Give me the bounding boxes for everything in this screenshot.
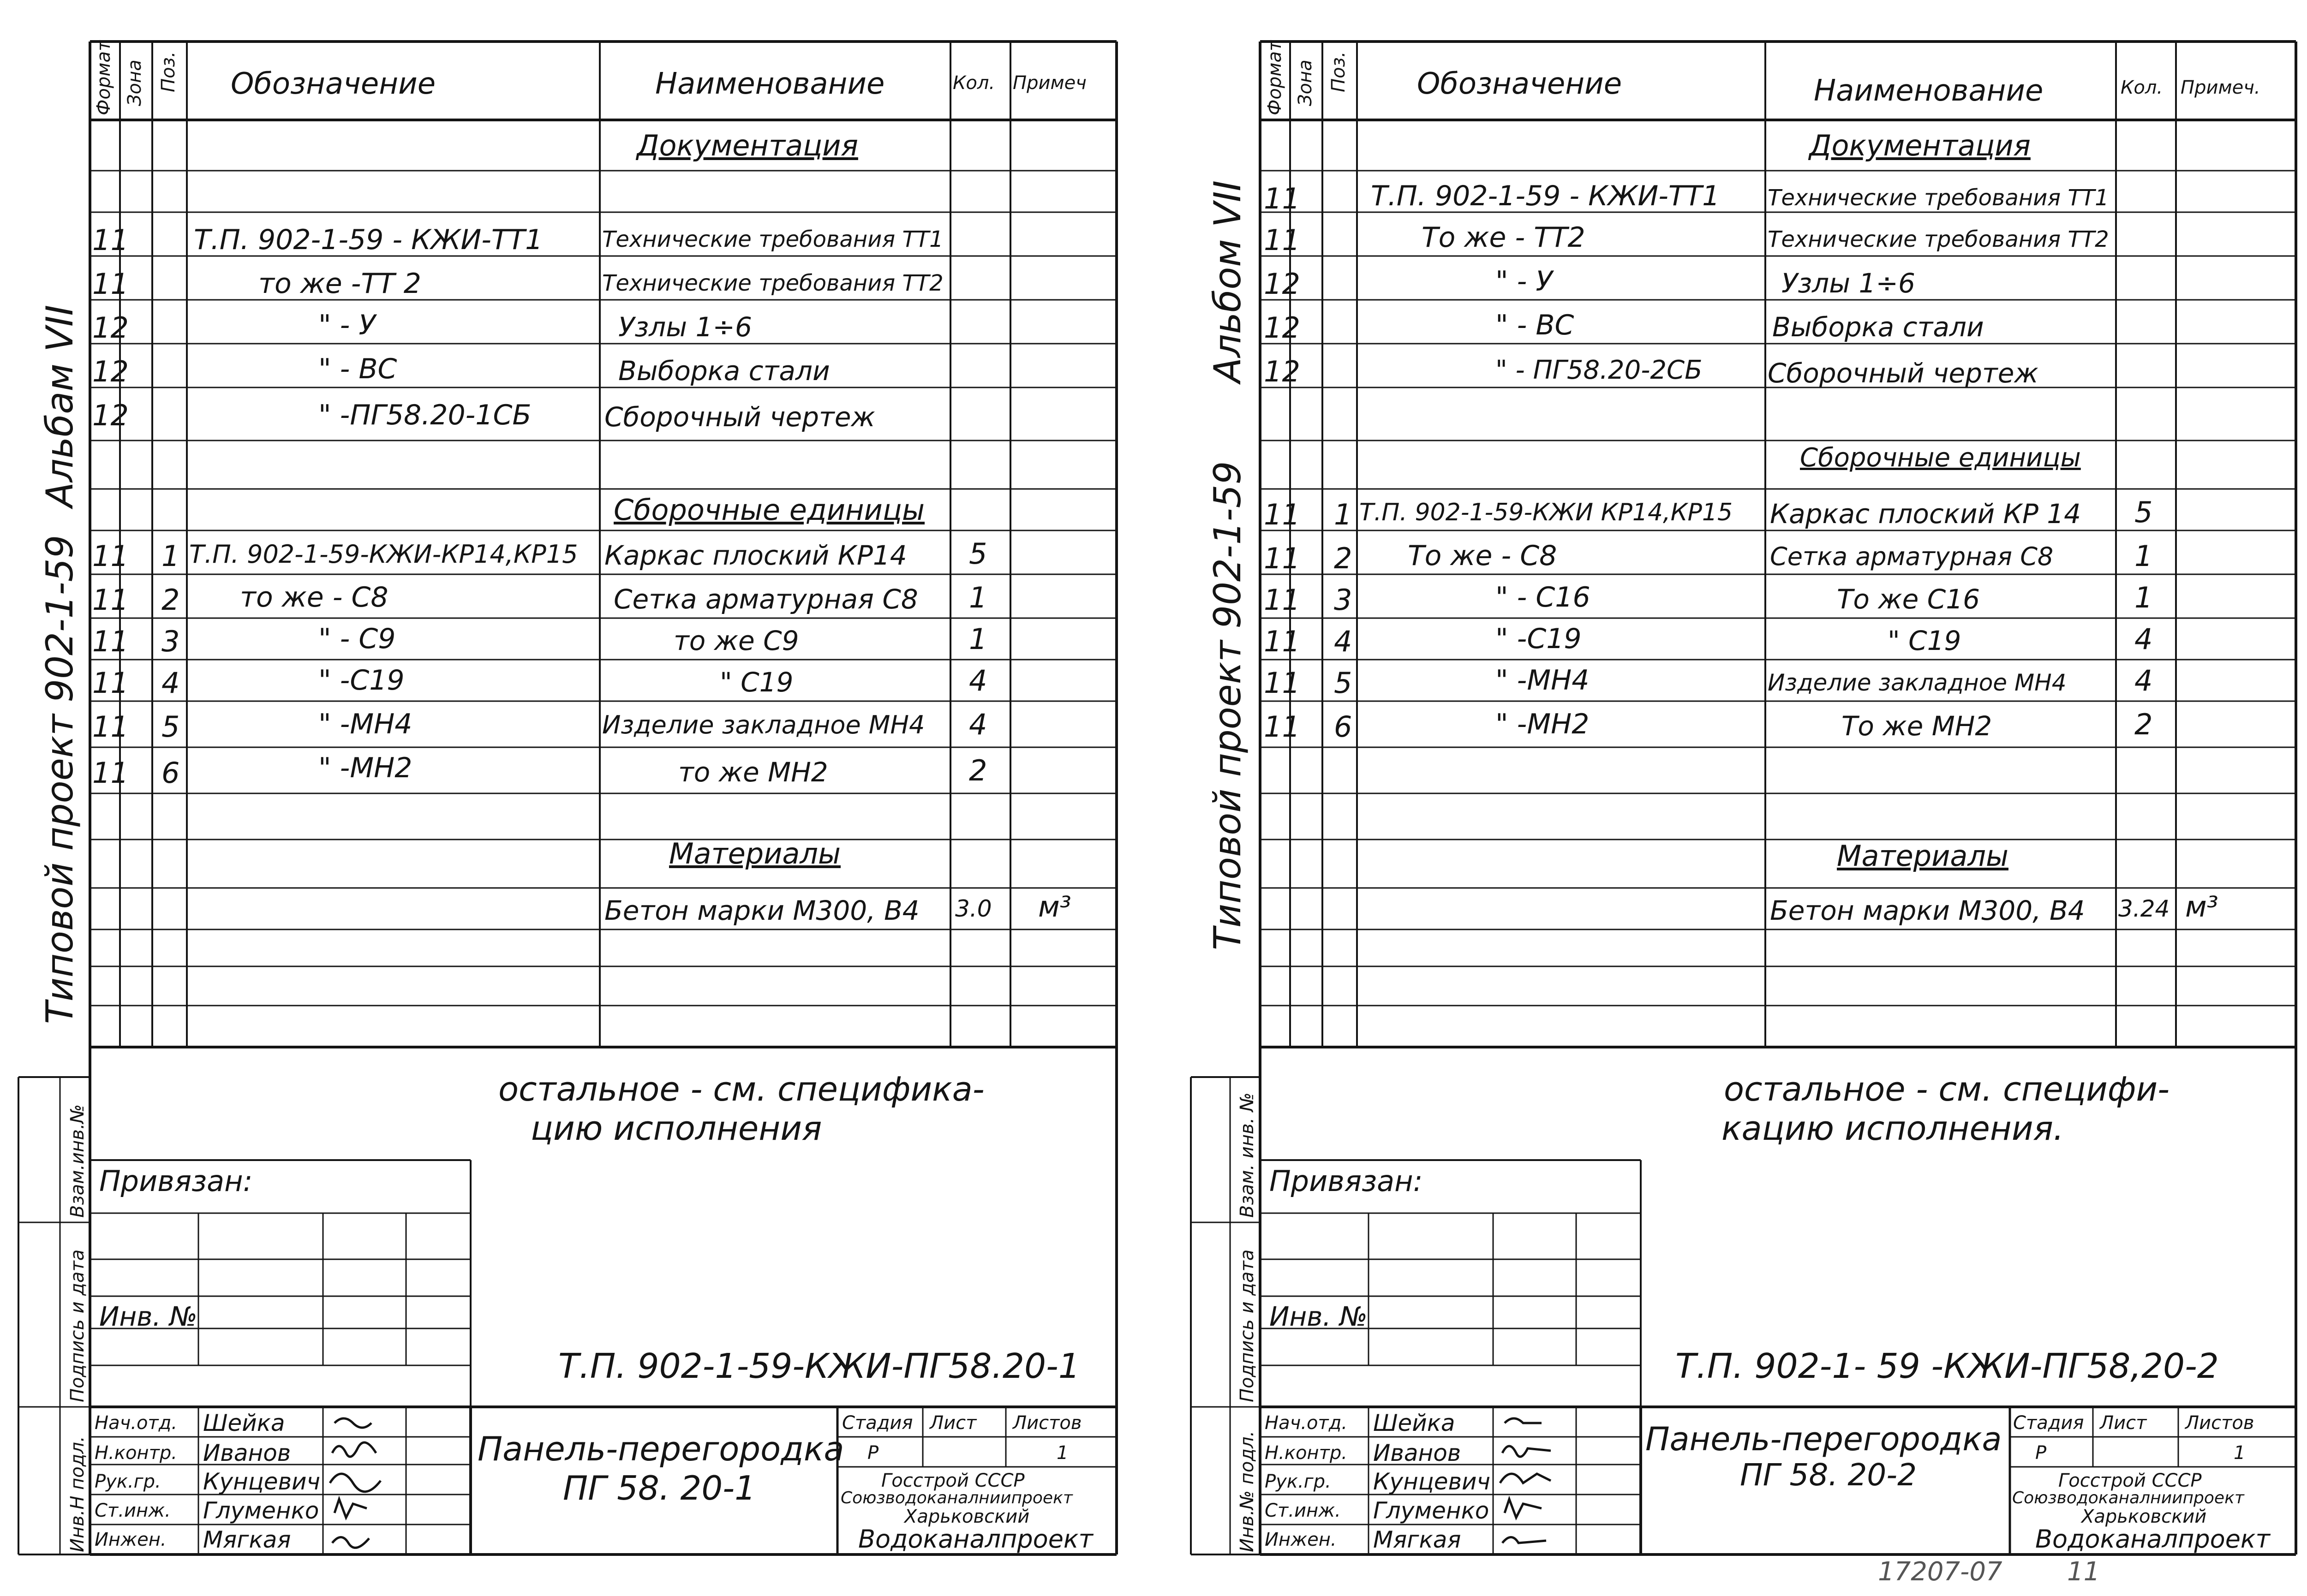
doc-code: то же -ТТ 2 [258, 268, 421, 300]
unit-qty: 1 [2134, 539, 2153, 573]
unit-pos: 3 [161, 625, 180, 658]
stamp-replace-inv: Взам. инв. № [1237, 1092, 1258, 1218]
unit-pos: 1 [1334, 498, 1352, 531]
doc-code: То же - ТТ2 [1422, 221, 1585, 254]
doc-fmt: 12 [1264, 267, 1300, 301]
unit-fmt: 11 [1264, 710, 1300, 744]
doc-fmt: 12 [92, 311, 129, 345]
unit-pos: 5 [1334, 666, 1352, 700]
unit-name: то же С9 [674, 625, 799, 656]
section-docs: Документация [637, 129, 858, 162]
staff-name: Иванов [203, 1440, 291, 1466]
doc-fmt: 12 [92, 399, 129, 432]
header-qty: Кол. [953, 72, 995, 94]
unit-code: " -С19 [318, 664, 405, 697]
unit-name: Изделие закладное МН4 [1768, 669, 2067, 696]
section-materials: Материалы [1837, 839, 2008, 873]
sheets-header: Листов [1013, 1412, 1082, 1434]
page-number: 11 [2067, 1557, 2100, 1587]
unit-name: " С19 [1888, 625, 1961, 656]
unit-pos: 2 [1334, 542, 1352, 575]
material-note: м³ [1038, 890, 1071, 923]
doc-code: " - У [1495, 265, 1553, 298]
unit-code: " -МН2 [1495, 708, 1590, 740]
doc-name: Выборка стали [1772, 311, 1984, 343]
unit-fmt: 11 [1264, 498, 1300, 531]
staff-role: Н.контр. [1265, 1442, 1347, 1464]
org-line-3: Харьковский [2081, 1506, 2207, 1527]
unit-name: Сетка арматурная С8 [614, 584, 918, 615]
doc-code: " - ПГ58.20-2СБ [1495, 355, 1703, 385]
unit-fmt: 11 [1264, 583, 1300, 617]
doc-name: Технические требования ТТ2 [1768, 226, 2109, 252]
header-designation: Обозначение [1417, 67, 1622, 101]
unit-fmt: 11 [92, 583, 129, 617]
header-format: Формат [1264, 40, 1285, 115]
doc-code-label: Т.П. 902-1-59-КЖИ-ПГ58.20-1 [558, 1346, 1080, 1386]
org-line-2: Союзводоканалниипроект [2012, 1489, 2244, 1507]
header-zone: Зона [124, 60, 145, 106]
unit-qty: 1 [969, 622, 987, 656]
doc-name: Технические требования ТТ1 [602, 226, 944, 252]
unit-code: То же - С8 [1408, 540, 1557, 572]
doc-fmt: 11 [92, 223, 129, 257]
title-line-1: Панель-перегородка [1645, 1420, 2002, 1458]
sheet-header: Лист [930, 1412, 977, 1434]
doc-code: " -ПГ58.20-1СБ [318, 399, 532, 431]
unit-fmt: 11 [92, 539, 129, 573]
unit-code: " - С16 [1495, 581, 1590, 613]
org-line-2: Союзводоканалниипроект [841, 1489, 1073, 1507]
staff-role: Инжен. [1265, 1529, 1337, 1550]
bound-label: Привязан: [99, 1164, 253, 1198]
doc-name: Технические требования ТТ2 [602, 270, 944, 296]
sheet-header: Лист [2100, 1412, 2147, 1434]
doc-fmt: 11 [1264, 223, 1300, 257]
section-materials: Материалы [669, 837, 841, 870]
doc-code-label: Т.П. 902-1- 59 -КЖИ-ПГ58,20-2 [1675, 1346, 2219, 1386]
unit-code: Т.П. 902-1-59-КЖИ КР14,КР15 [1359, 499, 1733, 526]
doc-name: Узлы 1÷6 [1781, 268, 1915, 299]
doc-name: Выборка стали [618, 355, 830, 387]
unit-pos: 5 [161, 710, 180, 744]
unit-fmt: 11 [92, 625, 129, 658]
material-note: м³ [2185, 890, 2218, 923]
material-name: Бетон марки М300, В4 [1770, 895, 2085, 926]
unit-qty: 4 [2134, 622, 2153, 656]
unit-name: Каркас плоский КР14 [604, 540, 907, 571]
remark-line-1: остальное - см. специфика- [498, 1070, 985, 1108]
material-qty: 3.0 [955, 895, 992, 922]
unit-code: " -МН2 [318, 752, 412, 784]
header-note: Примеч [1013, 72, 1087, 94]
stamp-replace-inv: Взам.инв.№ [67, 1104, 88, 1218]
staff-name: Шейка [1373, 1410, 1455, 1436]
doc-code: " - У [318, 309, 376, 341]
header-pos: Поз. [158, 51, 179, 92]
remark-line-2: кацию исполнения. [1721, 1109, 2064, 1148]
header-format: Формат [93, 40, 114, 115]
title-line-1: Панель-перегородка [478, 1429, 844, 1468]
bound-label: Привязан: [1269, 1164, 1423, 1198]
stage-value: Р [2035, 1442, 2047, 1464]
org-line-1: Госстрой СССР [881, 1470, 1025, 1491]
unit-qty: 5 [2134, 495, 2153, 529]
unit-code: " -С19 [1495, 623, 1582, 655]
unit-pos: 6 [161, 756, 180, 790]
header-name: Наименование [655, 67, 885, 101]
unit-qty: 5 [969, 537, 987, 571]
unit-pos: 1 [161, 539, 180, 573]
unit-qty: 4 [969, 664, 987, 697]
unit-code: то же - С8 [240, 581, 388, 613]
signatures [325, 1409, 404, 1552]
section-units: Сборочные единицы [1800, 443, 2081, 473]
stage-header: Стадия [842, 1412, 913, 1434]
unit-code: " - С9 [318, 623, 396, 655]
archive-number: 17207-07 [1878, 1557, 2002, 1587]
org-line-4: Водоканалпроект [858, 1525, 1093, 1554]
unit-name: То же МН2 [1841, 710, 1992, 742]
material-name: Бетон марки М300, В4 [604, 895, 920, 926]
staff-role: Рук.гр. [95, 1471, 161, 1492]
unit-name: То же С16 [1837, 584, 1980, 615]
unit-code: Т.П. 902-1-59-КЖИ-КР14,КР15 [189, 540, 578, 569]
doc-code: Т.П. 902-1-59 - КЖИ-ТТ1 [194, 224, 543, 256]
staff-name: Кунцевич [203, 1468, 321, 1495]
unit-qty: 4 [2134, 664, 2153, 697]
unit-pos: 4 [1334, 625, 1352, 658]
doc-code: " - ВС [318, 353, 397, 385]
unit-code: " -МН4 [1495, 664, 1590, 697]
doc-fmt: 11 [92, 267, 129, 301]
unit-qty: 1 [969, 581, 987, 614]
album-label: Альбам VII [38, 304, 81, 507]
staff-name: Глуменко [1373, 1497, 1489, 1524]
stamp-inv-orig: Инв.Н подл. [67, 1436, 88, 1552]
unit-pos: 3 [1334, 583, 1352, 617]
doc-fmt: 12 [1264, 355, 1300, 388]
sheets-value: 1 [1057, 1442, 1069, 1464]
unit-qty: 4 [969, 708, 987, 741]
project-label: Типовой проект 902-1-59 [1206, 461, 1249, 950]
staff-role: Рук.гр. [1265, 1471, 1331, 1492]
unit-fmt: 11 [1264, 542, 1300, 575]
doc-fmt: 12 [92, 355, 129, 388]
stamp-inv-orig: Инв.№ подл. [1237, 1430, 1258, 1552]
staff-name: Иванов [1373, 1440, 1461, 1466]
inv-label: Инв. № [1269, 1301, 1368, 1332]
unit-fmt: 11 [1264, 625, 1300, 658]
staff-role: Нач.отд. [95, 1412, 178, 1434]
stage-header: Стадия [2013, 1412, 2084, 1434]
section-units: Сборочные единицы [614, 493, 925, 527]
staff-name: Мягкая [203, 1526, 291, 1553]
doc-name: Узлы 1÷6 [618, 311, 752, 343]
doc-fmt: 11 [1264, 182, 1300, 215]
staff-name: Глуменко [203, 1497, 319, 1524]
org-line-4: Водоканалпроект [2035, 1525, 2270, 1554]
remark-line-1: остальное - см. специфи- [1724, 1070, 2170, 1108]
doc-code: " - ВС [1495, 309, 1574, 341]
unit-pos: 4 [161, 666, 180, 700]
project-label: Типовой проект 902-1-59 [38, 535, 81, 1024]
unit-fmt: 11 [92, 666, 129, 700]
unit-name: Каркас плоский КР 14 [1770, 498, 2081, 530]
header-pos: Поз. [1328, 51, 1349, 92]
section-docs: Документация [1809, 129, 2031, 162]
org-line-3: Харьковский [904, 1506, 1030, 1527]
unit-fmt: 11 [92, 710, 129, 744]
header-qty: Кол. [2121, 77, 2163, 98]
unit-qty: 1 [2134, 581, 2153, 614]
unit-fmt: 11 [1264, 666, 1300, 700]
org-line-1: Госстрой СССР [2058, 1470, 2202, 1491]
sheets-header: Листов [2185, 1412, 2254, 1434]
staff-role: Ст.инж. [1265, 1500, 1341, 1521]
header-name: Наименование [1814, 74, 2044, 108]
header-designation: Обозначение [231, 67, 436, 101]
material-qty: 3.24 [2118, 895, 2170, 922]
title-line-2: ПГ 58. 20-1 [563, 1469, 756, 1507]
stage-value: Р [867, 1442, 879, 1464]
unit-qty: 2 [2134, 708, 2153, 741]
unit-pos: 6 [1334, 710, 1352, 744]
staff-name: Шейка [203, 1410, 285, 1436]
doc-name: Сборочный чертеж [1768, 357, 2038, 389]
header-zone: Зона [1295, 60, 1316, 106]
unit-name: Сетка арматурная С8 [1770, 542, 2054, 571]
stamp-sign-date: Подпись и дата [67, 1249, 88, 1402]
inv-label: Инв. № [99, 1301, 197, 1332]
doc-fmt: 12 [1264, 311, 1300, 345]
staff-role: Н.контр. [95, 1442, 177, 1464]
unit-name: то же МН2 [678, 756, 828, 788]
doc-name: Технические требования ТТ1 [1768, 185, 2109, 211]
staff-role: Инжен. [95, 1529, 167, 1550]
right-sheet [1163, 0, 2307, 1596]
staff-name: Кунцевич [1373, 1468, 1491, 1495]
unit-name: " С19 [720, 667, 794, 698]
signatures [1495, 1409, 1574, 1552]
doc-name: Сборочный чертеж [604, 401, 875, 433]
album-label: Альбом VII [1206, 180, 1249, 383]
header-note: Примеч. [2181, 77, 2260, 98]
doc-code: Т.П. 902-1-59 - КЖИ-ТТ1 [1371, 180, 1720, 212]
staff-role: Ст.инж. [95, 1500, 171, 1521]
unit-fmt: 11 [92, 756, 129, 790]
remark-line-2: цию исполнения [531, 1109, 822, 1148]
title-line-2: ПГ 58. 20-2 [1740, 1457, 1917, 1493]
sheets-value: 1 [2234, 1442, 2246, 1464]
staff-name: Мягкая [1373, 1526, 1461, 1553]
unit-code: " -МН4 [318, 708, 412, 740]
staff-role: Нач.отд. [1265, 1412, 1348, 1434]
unit-pos: 2 [161, 583, 180, 617]
unit-name: Изделие закладное МН4 [602, 710, 925, 739]
stamp-sign-date: Подпись и дата [1237, 1249, 1258, 1402]
unit-qty: 2 [969, 754, 987, 787]
